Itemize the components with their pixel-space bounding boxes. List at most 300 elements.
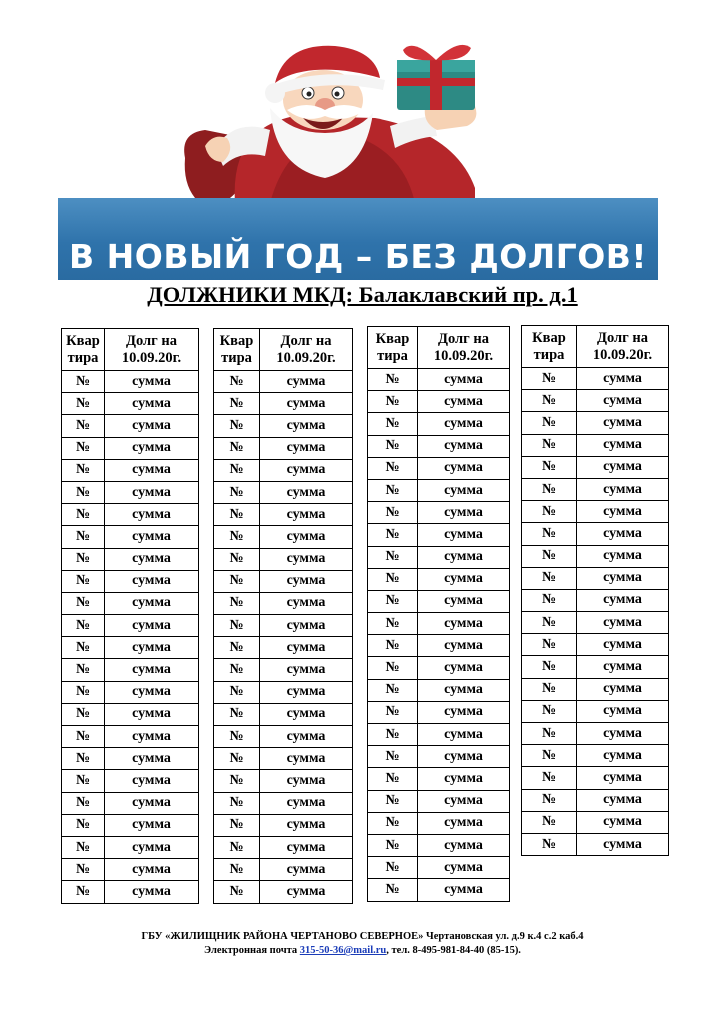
debt-amount-cell: сумма (577, 434, 669, 456)
debt-amount-cell: сумма (418, 724, 510, 746)
table-row (214, 459, 353, 481)
debt-amount-cell: сумма (418, 590, 510, 612)
debt-amount-cell: сумма (260, 459, 353, 481)
apartment-number-cell: № (214, 814, 260, 836)
debt-amount-cell: сумма (418, 435, 510, 457)
table-row (62, 437, 199, 459)
debt-table-3 (367, 326, 510, 902)
apartment-number-cell: № (522, 589, 577, 611)
santa-illustration (175, 38, 485, 203)
debt-amount-cell: сумма (105, 770, 199, 792)
apartment-number-cell: № (368, 768, 418, 790)
table-row (368, 724, 510, 746)
apartment-number-cell: № (522, 767, 577, 789)
apartment-number-cell: № (62, 792, 105, 814)
debt-amount-cell: сумма (105, 703, 199, 725)
apartment-number-cell: № (522, 745, 577, 767)
table-row (522, 612, 669, 634)
apartment-number-cell: № (214, 726, 260, 748)
debt-amount-cell: сумма (105, 548, 199, 570)
apartment-number-cell: № (62, 881, 105, 903)
apartment-number-cell: № (522, 412, 577, 434)
apartment-number-cell: № (62, 814, 105, 836)
debt-amount-cell: сумма (105, 637, 199, 659)
apartment-number-cell: № (214, 459, 260, 481)
apartment-number-cell: № (368, 746, 418, 768)
apartment-number-cell: № (214, 481, 260, 503)
apartment-number-cell: № (62, 681, 105, 703)
table-row (214, 415, 353, 437)
apartment-number-cell: № (368, 812, 418, 834)
apartment-number-cell: № (368, 479, 418, 501)
table-row (62, 703, 199, 725)
debt-amount-cell: сумма (105, 748, 199, 770)
debt-table-2 (213, 328, 353, 904)
apartment-number-cell: № (214, 415, 260, 437)
table-row (522, 833, 669, 855)
apartment-number-cell: № (522, 523, 577, 545)
apartment-number-cell: № (62, 637, 105, 659)
table-row (522, 567, 669, 589)
apartment-number-cell: № (522, 789, 577, 811)
table-row (522, 700, 669, 722)
debt-amount-cell: сумма (418, 679, 510, 701)
table-row (62, 615, 199, 637)
table-body (368, 369, 510, 902)
debt-amount-cell: сумма (105, 481, 199, 503)
debt-amount-cell: сумма (418, 635, 510, 657)
apartment-number-cell: № (368, 834, 418, 856)
debt-amount-cell: сумма (577, 390, 669, 412)
table-row (214, 748, 353, 770)
apartment-number-cell: № (214, 703, 260, 725)
table-row (214, 504, 353, 526)
table-row (368, 435, 510, 457)
table-row (214, 637, 353, 659)
apartment-header: Квар тира (522, 326, 577, 368)
debt-amount-cell: сумма (260, 371, 353, 393)
debt-amount-cell: сумма (260, 836, 353, 858)
table-row (214, 770, 353, 792)
apartment-number-cell: № (62, 570, 105, 592)
debt-amount-cell: сумма (418, 524, 510, 546)
table-row (62, 659, 199, 681)
table-row (368, 590, 510, 612)
table-row (214, 437, 353, 459)
table-row (522, 434, 669, 456)
debt-amount-cell: сумма (105, 881, 199, 903)
debt-amount-cell: сумма (260, 859, 353, 881)
apartment-number-cell: № (214, 615, 260, 637)
debt-amount-cell: сумма (260, 481, 353, 503)
debt-amount-cell: сумма (577, 523, 669, 545)
apartment-header: Квар тира (368, 327, 418, 369)
apartment-number-cell: № (522, 612, 577, 634)
debt-amount-cell: сумма (418, 613, 510, 635)
table-row (62, 770, 199, 792)
debt-amount-cell: сумма (260, 415, 353, 437)
debt-header: Долг на 10.09.20г. (260, 329, 353, 371)
debt-amount-cell: сумма (577, 368, 669, 390)
apartment-number-cell: № (522, 478, 577, 500)
debt-amount-cell: сумма (105, 836, 199, 858)
apartment-number-cell: № (368, 413, 418, 435)
apartment-number-cell: № (214, 836, 260, 858)
debt-amount-cell: сумма (260, 592, 353, 614)
debt-amount-cell: сумма (260, 393, 353, 415)
table-row (62, 748, 199, 770)
table-row (214, 570, 353, 592)
debt-header: Долг на 10.09.20г. (105, 329, 199, 371)
apartment-number-cell: № (368, 879, 418, 901)
table-row (522, 523, 669, 545)
table-row (522, 456, 669, 478)
apartment-number-cell: № (522, 368, 577, 390)
table-row (214, 859, 353, 881)
apartment-number-cell: № (522, 700, 577, 722)
apartment-number-cell: № (522, 723, 577, 745)
debt-amount-cell: сумма (577, 567, 669, 589)
apartment-number-cell: № (368, 546, 418, 568)
debt-amount-cell: сумма (260, 659, 353, 681)
debt-amount-cell: сумма (105, 859, 199, 881)
email-label: Электронная почта (204, 945, 298, 956)
apartment-number-cell: № (62, 615, 105, 637)
page-subtitle: ДОЛЖНИКИ МКД: Балаклавский пр. д.1 (147, 282, 578, 307)
debt-amount-cell: сумма (260, 748, 353, 770)
apartment-number-cell: № (214, 881, 260, 903)
table-row (62, 726, 199, 748)
debt-amount-cell: сумма (260, 615, 353, 637)
debt-amount-cell: сумма (105, 459, 199, 481)
table-row (62, 792, 199, 814)
apartment-header: Квар тира (62, 329, 105, 371)
table-row (368, 812, 510, 834)
table-row (522, 745, 669, 767)
table-row (214, 659, 353, 681)
table-row (368, 834, 510, 856)
table-row (62, 526, 199, 548)
debt-amount-cell: сумма (260, 814, 353, 836)
table-row (214, 792, 353, 814)
apartment-number-cell: № (368, 857, 418, 879)
table-row (522, 412, 669, 434)
table-row (62, 570, 199, 592)
apartment-number-cell: № (368, 568, 418, 590)
apartment-number-cell: № (522, 634, 577, 656)
table-row (368, 768, 510, 790)
apartment-number-cell: № (368, 391, 418, 413)
debt-amount-cell: сумма (105, 504, 199, 526)
apartment-number-cell: № (214, 548, 260, 570)
table-row (214, 481, 353, 503)
debt-amount-cell: сумма (260, 726, 353, 748)
table-row (522, 678, 669, 700)
table-body (62, 371, 199, 904)
apartment-number-cell: № (214, 570, 260, 592)
apartment-number-cell: № (62, 459, 105, 481)
phone-text: , тел. 8-495-981-84-40 (85-15). (386, 945, 521, 956)
apartment-number-cell: № (368, 635, 418, 657)
debt-amount-cell: сумма (105, 526, 199, 548)
debt-amount-cell: сумма (105, 726, 199, 748)
debt-amount-cell: сумма (577, 589, 669, 611)
table-row (368, 413, 510, 435)
table-row (62, 681, 199, 703)
title-banner (58, 198, 658, 280)
table-row (214, 371, 353, 393)
debt-amount-cell: сумма (105, 615, 199, 637)
debt-amount-cell: сумма (260, 792, 353, 814)
debt-amount-cell: сумма (577, 412, 669, 434)
banner-title: В НОВЫЙ ГОД – БЕЗ ДОЛГОВ! (69, 237, 647, 276)
apartment-number-cell: № (62, 415, 105, 437)
table-row (62, 371, 199, 393)
debt-amount-cell: сумма (260, 703, 353, 725)
table-row (522, 656, 669, 678)
table-row (368, 568, 510, 590)
debt-amount-cell: сумма (260, 526, 353, 548)
apartment-number-cell: № (522, 390, 577, 412)
apartment-number-cell: № (62, 592, 105, 614)
apartment-number-cell: № (522, 678, 577, 700)
debt-amount-cell: сумма (260, 637, 353, 659)
debt-amount-cell: сумма (577, 833, 669, 855)
apartment-number-cell: № (62, 371, 105, 393)
table-row (368, 546, 510, 568)
debt-amount-cell: сумма (577, 767, 669, 789)
table-row (522, 723, 669, 745)
apartment-number-cell: № (62, 703, 105, 725)
table-row (62, 592, 199, 614)
table-row (214, 615, 353, 637)
apartment-number-cell: № (62, 770, 105, 792)
debt-amount-cell: сумма (260, 881, 353, 903)
footer-contacts (0, 945, 725, 956)
table-body (522, 368, 669, 856)
apartment-number-cell: № (214, 792, 260, 814)
apartment-number-cell: № (368, 524, 418, 546)
table-row (214, 881, 353, 903)
debt-amount-cell: сумма (577, 612, 669, 634)
debt-amount-cell: сумма (418, 857, 510, 879)
table-row (522, 478, 669, 500)
debt-amount-cell: сумма (105, 437, 199, 459)
debt-amount-cell: сумма (577, 811, 669, 833)
apartment-number-cell: № (214, 592, 260, 614)
table-row (62, 393, 199, 415)
apartment-number-cell: № (368, 502, 418, 524)
table-row (368, 657, 510, 679)
debt-amount-cell: сумма (260, 770, 353, 792)
table-row (368, 391, 510, 413)
apartment-number-cell: № (522, 501, 577, 523)
debt-amount-cell: сумма (418, 812, 510, 834)
debt-table-4 (521, 325, 669, 856)
table-row (522, 789, 669, 811)
table-row (62, 637, 199, 659)
debt-amount-cell: сумма (418, 790, 510, 812)
debt-amount-cell: сумма (418, 568, 510, 590)
table-row (522, 545, 669, 567)
table-row (214, 592, 353, 614)
table-row (522, 501, 669, 523)
apartment-number-cell: № (62, 859, 105, 881)
table-row (214, 836, 353, 858)
apartment-number-cell: № (522, 545, 577, 567)
apartment-number-cell: № (214, 393, 260, 415)
table-row (368, 457, 510, 479)
table-row (62, 881, 199, 903)
debt-amount-cell: сумма (418, 746, 510, 768)
table-row (214, 548, 353, 570)
table-row (368, 635, 510, 657)
debt-amount-cell: сумма (577, 745, 669, 767)
apartment-number-cell: № (62, 526, 105, 548)
table-row (62, 415, 199, 437)
email-link[interactable]: 315-50-36@mail.ru (299, 945, 387, 956)
debt-amount-cell: сумма (418, 369, 510, 391)
apartment-number-cell: № (368, 790, 418, 812)
apartment-number-cell: № (368, 457, 418, 479)
apartment-number-cell: № (522, 656, 577, 678)
apartment-number-cell: № (214, 748, 260, 770)
debt-table-1 (61, 328, 199, 904)
apartment-number-cell: № (368, 369, 418, 391)
table-row (62, 481, 199, 503)
debt-amount-cell: сумма (260, 548, 353, 570)
footer-address: ГБУ «ЖИЛИЩНИК РАЙОНА ЧЕРТАНОВО СЕВЕРНОЕ» Чертановская ул. д.9 к.4 с.2 каб.4 (141, 931, 584, 942)
debt-amount-cell: сумма (105, 814, 199, 836)
debt-amount-cell: сумма (418, 413, 510, 435)
debt-amount-cell: сумма (260, 570, 353, 592)
debt-amount-cell: сумма (418, 701, 510, 723)
table-row (214, 393, 353, 415)
apartment-number-cell: № (214, 859, 260, 881)
apartment-number-cell: № (368, 701, 418, 723)
debt-amount-cell: сумма (577, 634, 669, 656)
apartment-number-cell: № (214, 637, 260, 659)
apartment-number-cell: № (62, 748, 105, 770)
apartment-number-cell: № (214, 371, 260, 393)
table-row (522, 390, 669, 412)
table-row (62, 504, 199, 526)
table-body (214, 371, 353, 904)
table-row (368, 502, 510, 524)
apartment-number-cell: № (62, 481, 105, 503)
apartment-number-cell: № (214, 681, 260, 703)
debt-amount-cell: сумма (418, 546, 510, 568)
table-row (214, 726, 353, 748)
debt-amount-cell: сумма (577, 723, 669, 745)
apartment-number-cell: № (214, 504, 260, 526)
apartment-number-cell: № (368, 679, 418, 701)
apartment-number-cell: № (522, 567, 577, 589)
table-row (214, 703, 353, 725)
apartment-number-cell: № (368, 657, 418, 679)
apartment-number-cell: № (522, 833, 577, 855)
apartment-number-cell: № (522, 456, 577, 478)
apartment-number-cell: № (368, 724, 418, 746)
apartment-number-cell: № (62, 437, 105, 459)
table-row (214, 526, 353, 548)
apartment-number-cell: № (62, 393, 105, 415)
table-row (368, 369, 510, 391)
table-row (368, 613, 510, 635)
table-row (522, 811, 669, 833)
table-row (62, 548, 199, 570)
debt-amount-cell: сумма (418, 457, 510, 479)
debt-amount-cell: сумма (418, 479, 510, 501)
debt-amount-cell: сумма (105, 415, 199, 437)
table-row (62, 459, 199, 481)
table-row (214, 681, 353, 703)
apartment-number-cell: № (368, 435, 418, 457)
debt-amount-cell: сумма (418, 391, 510, 413)
debt-amount-cell: сумма (577, 656, 669, 678)
debt-amount-cell: сумма (577, 700, 669, 722)
apartment-number-cell: № (522, 434, 577, 456)
table-row (522, 589, 669, 611)
debt-amount-cell: сумма (105, 659, 199, 681)
table-row (522, 368, 669, 390)
apartment-number-cell: № (62, 836, 105, 858)
table-row (368, 701, 510, 723)
apartment-number-cell: № (62, 548, 105, 570)
debt-amount-cell: сумма (418, 879, 510, 901)
apartment-number-cell: № (62, 504, 105, 526)
debt-amount-cell: сумма (577, 501, 669, 523)
table-row (522, 634, 669, 656)
debt-amount-cell: сумма (577, 545, 669, 567)
table-row (368, 746, 510, 768)
table-row (368, 524, 510, 546)
debt-header: Долг на 10.09.20г. (418, 327, 510, 369)
debt-amount-cell: сумма (260, 504, 353, 526)
debt-amount-cell: сумма (418, 502, 510, 524)
apartment-number-cell: № (62, 659, 105, 681)
apartment-number-cell: № (214, 437, 260, 459)
table-row (214, 814, 353, 836)
table-row (368, 790, 510, 812)
debt-amount-cell: сумма (418, 768, 510, 790)
apartment-number-cell: № (214, 659, 260, 681)
debt-amount-cell: сумма (577, 789, 669, 811)
debt-amount-cell: сумма (260, 681, 353, 703)
debt-amount-cell: сумма (577, 478, 669, 500)
apartment-number-cell: № (214, 770, 260, 792)
debt-amount-cell: сумма (418, 834, 510, 856)
debt-amount-cell: сумма (577, 456, 669, 478)
debt-amount-cell: сумма (260, 437, 353, 459)
debt-amount-cell: сумма (105, 371, 199, 393)
debt-amount-cell: сумма (105, 792, 199, 814)
table-row (62, 814, 199, 836)
apartment-number-cell: № (214, 526, 260, 548)
table-row (368, 679, 510, 701)
apartment-number-cell: № (62, 726, 105, 748)
apartment-number-cell: № (368, 613, 418, 635)
apartment-number-cell: № (368, 590, 418, 612)
debt-amount-cell: сумма (105, 570, 199, 592)
debt-amount-cell: сумма (418, 657, 510, 679)
debt-amount-cell: сумма (105, 681, 199, 703)
debt-amount-cell: сумма (105, 393, 199, 415)
table-row (522, 767, 669, 789)
table-row (62, 836, 199, 858)
table-row (368, 857, 510, 879)
table-row (368, 479, 510, 501)
